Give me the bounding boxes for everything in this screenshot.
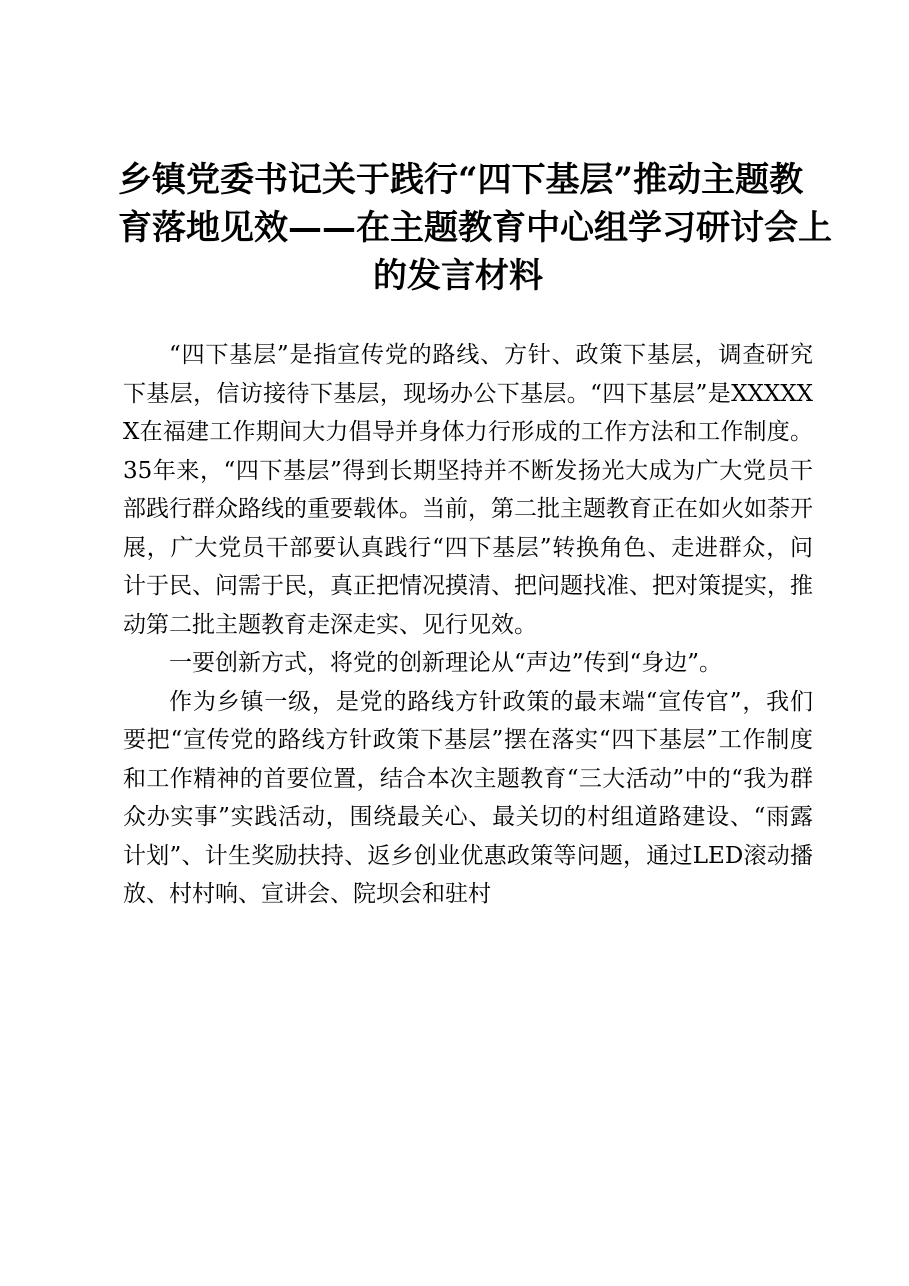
title-line-1: 乡镇党委书记关于践行“四下基层”推动主题教 <box>118 160 804 200</box>
title-line-2: 育落地见效——在主题教育中心组学习研讨会上 <box>118 208 832 248</box>
paragraph-intro: “四下基层”是指宣传党的路线、方针、政策下基层，调查研究下基层，信访接待下基层，现场办公下基层。“四下基层”是XXXXXX在福建工作期间大力倡导并身体力行形成的工作方法和工作制度。35年来，“四下基层”得到长期坚持并不断发扬光大成为广大党员干部践行群众路线的重要载体。当前，第二批主题教育正在如火如荼开展，广大党员干部要认真践行“四下基层”转换角色、走进群众，问计于民、问需于民，真正把情况摸清、把问题找准、把对策提实，推动第二批主题教育走深走实、见行见效。 <box>123 342 813 638</box>
document-body <box>123 336 813 914</box>
paragraph-heading-one: 一要创新方式，将党的创新理论从“声边”传到“身边”。 <box>169 650 723 676</box>
title-line-3: 的发言材料 <box>373 256 543 296</box>
document-title <box>118 156 832 300</box>
paragraph-detail: 作为乡镇一级，是党的路线方针政策的最末端“宣传官”，我们要把“宣传党的路线方针政策下基层”摆在落实“四下基层”工作制度和工作精神的首要位置，结合本次主题教育“三大活动”中的“我为群众办实事”实践活动，围绕最关心、最关切的村组道路建设、“雨露计划”、计生奖励扶持、返乡创业优惠政策等问题，通过LED滚动播放、村村响、宣讲会、院坝会和驻村 <box>123 688 813 907</box>
